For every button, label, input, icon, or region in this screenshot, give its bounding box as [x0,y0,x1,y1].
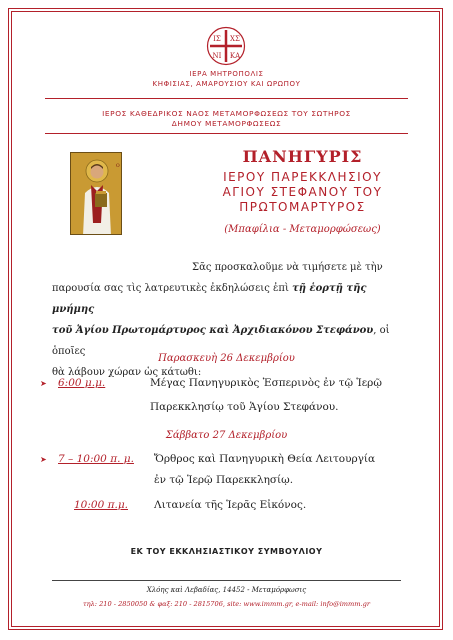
chapel-location: (Μπαφίλια - Μεταμορφώσεως) [224,224,381,235]
day-heading-friday: Παρασκευὴ 26 Δεκεμβρίου [158,353,295,364]
bullet-arrow-icon: ➤ [40,455,47,464]
procession-time: 10:00 π.μ. [74,499,128,511]
saint-emphasis: τοῦ Ἁγίου Πρωτομάρτυρος καὶ Ἀρχιδιακόνου Στεφάνου [52,325,374,336]
footer-contact: τηλ: 210 - 2850050 & φαξ: 210 - 2815706, site: www.immm.gr, e-mail: info@immm.gr [82,600,371,608]
saint-stephen-icon-image [70,152,122,235]
seal-letter-tr: ΧΣ [230,35,240,43]
metropolis-heading [0,69,453,89]
metropolis-line1: ΙΕΡΑ ΜΗΤΡΟΠΟΛΙΣ [189,70,264,78]
invitation-paragraph [52,257,412,383]
invitation-line1 [52,257,412,278]
council-signature: ΕΚ ΤΟΥ ΕΚΚΛΗΣΙΑΣΤΙΚΟΥ ΣΥΜΒΟΥΛΙΟΥ [130,547,323,556]
chapel-title-line1: ΙΕΡΟΥ ΠΑΡΕΚΚΛΗΣΙΟΥ [223,170,382,184]
day-heading-saturday: Σάββατο 27 Δεκεμβρίου [165,430,288,441]
church-line1: ΙΕΡΟΣ ΚΑΘΕΔΡΙΚΟΣ ΝΑΟΣ ΜΕΤΑΜΟΡΦΩΣΕΩΣ ΤΟΥ ΣΩΤΗΡΟΣ [102,109,351,118]
bullet-arrow-icon: ➤ [40,379,47,388]
footer-address: Χλόης καὶ Λεβαδίας, 14452 - Μεταμόρφωσις [146,586,307,594]
seal-emblem-icon [206,26,246,66]
svg-text:Ο: Ο [116,164,120,169]
invitation-line2 [52,278,412,320]
liturgy-text: Ὄρθρος καὶ Πανηγυρικὴ Θεία Λειτουργία [154,453,376,465]
church-heading [0,109,453,129]
liturgy-time: 7 – 10:00 π. μ. [58,453,134,465]
vespers-text-continued: Παρεκκλησίῳ τοῦ Ἁγίου Στεφάνου. [150,401,339,413]
invitation-part6: θὰ λάβουν χώραν ὡς κάτωθι: [52,367,202,378]
church-line2: ΔΗΜΟΥ ΜΕΤΑΜΟΡΦΩΣΕΩΣ [171,119,282,128]
seal-letter-bl: ΝΙ [212,52,222,60]
chapel-title-line2: ΑΓΙΟΥ ΣΤΕΦΑΝΟΥ ΤΟΥ [222,185,383,199]
title-divider [45,133,408,134]
vespers-text: Μέγας Πανηγυρικὸς Ἑσπερινὸς ἐν τῷ Ἱερῷ [150,377,382,389]
liturgy-text-continued: ἐν τῷ Ἱερῷ Παρεκκλησίῳ. [154,474,294,486]
feast-emphasis: τῇ ἑορτῇ τῆς μνήμης [52,283,367,315]
seal-letter-br: ΚΑ [229,52,241,60]
header-divider [45,98,408,99]
page-title: ΠΑΝΗΓΥΡΙΣ [242,147,363,166]
invitation-part1: Σᾶς προσκαλοῦμε νὰ τιμήσετε μὲ τὴν [192,262,383,273]
invitation-part5: , οἱ ὁποῖες [52,325,390,357]
metropolis-line2: ΚΗΦΙΣΙΑΣ, ΑΜΑΡΟΥΣΙΟΥ ΚΑΙ ΩΡΩΠΟΥ [152,80,301,88]
vespers-time: 6:00 μ.μ. [58,377,106,389]
procession-text: Λιτανεία τῆς Ἱερᾶς Εἰκόνος. [154,499,307,511]
footer-divider [52,580,401,581]
chapel-title-line3: ΠΡΩΤΟΜΑΡΤΥΡΟΣ [239,200,366,214]
invitation-part2: παρουσία σας τὶς λατρευτικὲς ἐκδηλώσεις ἐπὶ [52,283,289,294]
chapel-title [160,170,445,215]
seal-letter-tl: ΙΣ [213,35,221,43]
